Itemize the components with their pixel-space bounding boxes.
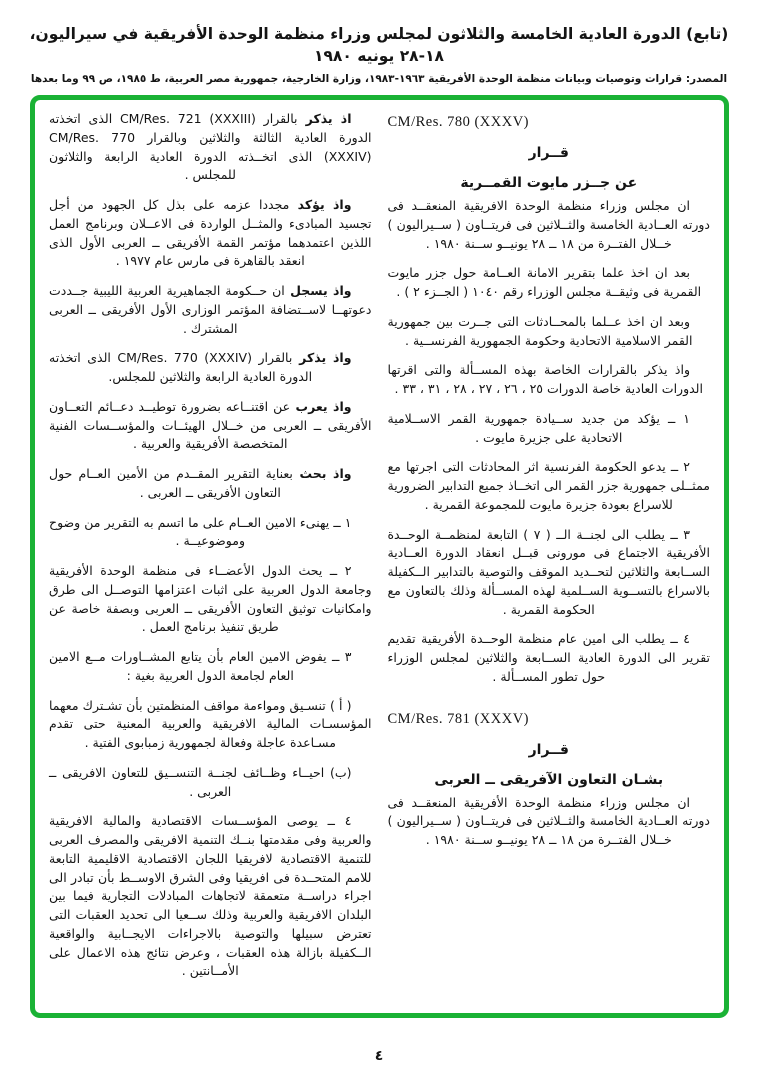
page-header — [0, 0, 758, 87]
paragraph: واذ يذكر بالقرار CM/Res. 770 (XXXIV) الذى اتخذته الدورة العادية الرابعة والثلاثين للمجلس. — [49, 350, 352, 384]
paragraph-lead: واذ يعرب — [290, 398, 352, 414]
paragraph: ٣ ــ يفوض الامين العام بأن يتابع المشــاورات مــع الامين العام لجامعة الدول العربية بغية : — [49, 649, 352, 683]
paragraph: ٤ ــ يطلب الى امين عام منظمة الوحــدة الأفريقية تقديم تقرير الى الدورة العادية الســابعة والثلاثين لمجلس الوزراء حول تطور المســألة . — [387, 631, 710, 684]
paragraph: ان مجلس وزراء منظمة الوحدة الأفريقية المنعقــد فى دورته العــادية الخامسة والثــلاثين فى فريتــاون ( ســيراليون ) خــلال الفتــرة من ١٨ ــ ٢٨ يونيــو ســنة ١٩٨٠ . — [387, 794, 710, 847]
paragraph: ٣ ــ يطلب الى لجنــة الــ ( ٧ ) التابعة لمنظمــة الوحــدة الأفريقية الاجتماع فى مورونى قبــل انعقاد الدورة العــادية الســابعة والثلاثين لتحــديد الموقف والتوصية بالتدابير الــكفيلة بالاسراع بالتســوية الســلمية لهذه المســألة وذلك بالتعاون مع الحكومة القمرية . — [387, 526, 710, 617]
resolution-heading: عن جــزر مايوت القمــرية — [460, 175, 638, 191]
paragraph: واذ يذكر بالقرارات الخاصة بهذه المســألة والتى اقرتها الدورات العادية خاصة الدورات ٢٥ ، ٢٦ ، ٢٧ ، ٢٨ ، ٣١ ، ٣٣ . — [387, 362, 703, 396]
source-citation: المصدر: قرارات وتوصيات وبيانات منظمة الوحدة الأفريقية ١٩٦٣-١٩٨٣، وزارة الخارجية، جمهورية مصر العربية، ط ١٩٨٥، ص ٩٩ وما بعدها — [30, 73, 728, 86]
paragraph-lead: واذ يؤكد — [289, 197, 352, 212]
paragraph-lead: واذ بحث — [292, 466, 352, 481]
resolution-code: CM/Res. 780 (XXXV) — [387, 114, 530, 130]
paragraph: واذ يعرب عن اقتنــاعه بضرورة توطيــد دعــائم التعــاون الأفريقى ــ العربى من خــلال الهيئــات والمؤســسات الفنية المتخصصة الأفريقية والعربية . — [49, 398, 372, 452]
page-number: ٤ — [374, 1048, 384, 1064]
paragraph: ( أ ) تنسـيق ومواءمة مواقف المنظمتين بأن تشـترك معهما المؤسسـات المالية الافريقية والعربية المعنية حتى تقدم مسـاعدة عاجلة وفعالة لجمهورية زمبابوى الفتية . — [49, 697, 372, 750]
paragraph-lead: واذ يذكر — [292, 350, 352, 366]
paragraph: ١ ــ يؤكد من جديد ســيادة جمهورية القمر الاســلامية الاتحادية على جزيرة مايوت . — [387, 410, 690, 445]
paragraph-lead: واذ يسجل — [284, 283, 352, 298]
paragraph: بعد ان اخذ علما بتقرير الامانة العــامة حول جزر مايوت القمرية فى وثيقــة مجلس الوزراء رقم ١٠٤٠ ( الجــزء ٢ ) . — [387, 265, 702, 299]
resolution-code: CM/Res. 781 (XXXV) — [387, 710, 530, 727]
paragraph: ٤ ــ يوصى المؤســسات الاقتصادية والمالية الافريقية والعربية وفى مقدمتها بنــك التنمية الافريقى والمصرف العربى للتنمية الاقتصادية لافريقيا اللجان الاقتصادية الاقليمية التابعة للامم المتحــدة فى افريقيا وفى الشرق الاوســط بأن تبادر الى اجراء دراســة متعمقة لاتجاهات المبادلات التجارية فيما بين البلدان الافريقية والعربية وذلك ســعيا الى تحديد العقبات التى تعترض سبيلها والتوصية بالاجراءات الايجــابية والواقعية الــكفيلة بازالة هذه العقبات ، وعرض نتائج هذه الاعمال على الأمــانتين . — [49, 813, 372, 979]
paragraph: (ب) احيــاء وظــائف لجنــة التنســيق للتعاون الافريقى ــ العربى . — [49, 764, 352, 799]
column-right — [388, 110, 711, 1003]
paragraph: ٢ ــ يدعو الحكومة الفرنسية اثر المحادثات التى اجرتها مع ممثــلى جمهورية جزر القمر الى اتخــاذ جميع التدابير الضرورية للاسراع بعودة جزيرة مايوت للمجموعة القمرية . — [387, 459, 710, 512]
paragraph: واذ بحث بعناية التقرير المقــدم من الأمين العــام حول التعاون الأفريقى ــ العربى . — [49, 466, 352, 500]
resolution-heading: قــرار — [528, 741, 569, 758]
green-border-frame — [30, 95, 729, 1018]
paragraph: واذ يؤكد مجددا عزمه على بذل كل الجهود من أجل تجسيد المبادىء والمثــل الواردة فى الاعــلان وبرنامج العمل اللذين اعتمدهما مؤتمر القمة الأفريقى ــ العربى الأول الذى انعقد بالقاهرة فى مارس عام ١٩٧٧ . — [49, 197, 372, 269]
resolution-heading: قــرار — [528, 145, 569, 161]
paragraph: ان مجلس وزراء منظمة الوحدة الافريقية المنعقــد فى دورته العــادية الخامسة والثــلاثين فى فريتــاون ( ســيراليون ) خــلال الفتــرة من ١٨ ــ ٢٨ يونيــو ســنة ١٩٨٠ . — [387, 198, 710, 251]
paragraph: ٢ ــ يحث الدول الأعضــاء فى منظمة الوحدة الأفريقية وجامعة الدول العربية على اثبات اعتزامها التوصــل الى طرق وامكانيات توثيق التعاون الأفريقى ــ العربى وبصفة خاصة عن طريق تنفيذ برنامج العمل . — [49, 563, 372, 635]
paragraph: اذ يذكر بالقرار CM/Res. 721 (XXXIII) الذى اتخذته الدورة العادية الثالثة والثلاثين وبالقرار CM/Res. 770 (XXXIV) الذى اتخــذته الدورة العادية الرابعة والثلاثون للمجلس . — [49, 111, 372, 183]
paragraph-lead: اذ يذكر — [297, 111, 352, 126]
column-left — [49, 110, 372, 1003]
resolution-heading: بشـان التعاون الآفريقى ــ العربى — [434, 771, 664, 788]
paragraph: وبعد ان اخذ عــلما بالمحــادثات التى جــرت بين جمهورية القمر الاسلامية الاتحادية وحكومة الجمهورية الفرنســية . — [387, 313, 693, 348]
paragraph: واذ يسجل ان حــكومة الجماهيرية العربية الليبية جــددت دعوتهــا لاســتضافة المؤتمر الوزارى الأول الأفريقى ــ العربى المشترك . — [49, 283, 372, 336]
session-title: (تابع) الدورة العادية الخامسة والثلاثون لمجلس وزراء منظمة الوحدة الأفريقية في سيراليون، ١٨-٢٨ يونيه ١٩٨٠ — [29, 25, 729, 65]
paragraph: ١ ــ يهنىء الامين العــام على ما اتسم به التقرير من وضوح وموضوعيــة . — [49, 514, 352, 549]
text-columns — [49, 110, 710, 1003]
